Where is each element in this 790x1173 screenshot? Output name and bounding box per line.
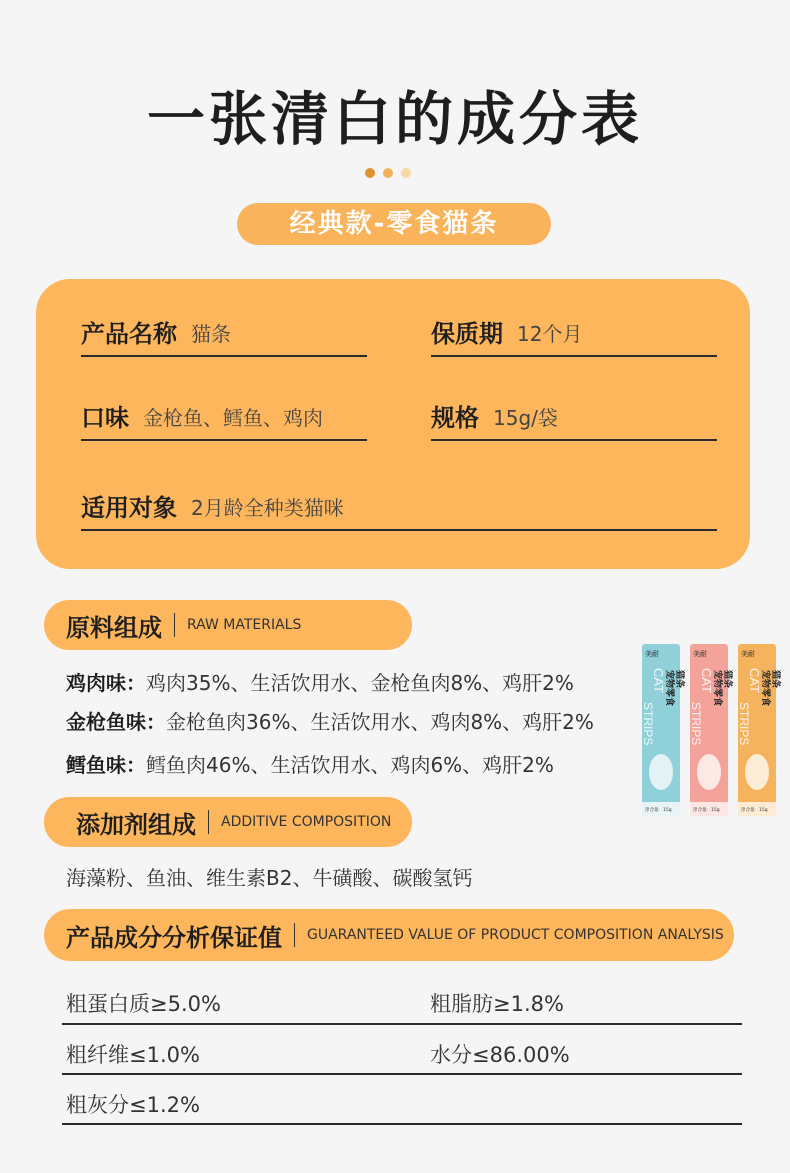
info-field-name xyxy=(81,317,367,357)
info-value: 猫条 xyxy=(191,322,231,346)
package-net-weight: 净含量：15g xyxy=(645,808,672,813)
decorative-dots xyxy=(365,168,411,178)
divider xyxy=(294,923,295,947)
table-divider xyxy=(62,1023,742,1025)
package-strips-text: STRIPS xyxy=(689,702,703,746)
raw-detail: 鸡肉35%、生活饮用水、金枪鱼肉8%、鸡肝2% xyxy=(146,671,574,695)
package-brand: 美耐 xyxy=(645,651,659,658)
info-label: 适用对象 xyxy=(81,494,177,522)
info-value: 2月龄全种类猫咪 xyxy=(191,496,344,520)
package-brand: 美耐 xyxy=(741,651,755,658)
section-title: 原料组成 xyxy=(66,613,162,642)
gv-ash: 粗灰分≤1.2% xyxy=(66,1093,200,1117)
product-info-card xyxy=(36,279,750,569)
raw-flavor: 鳕鱼味： xyxy=(66,753,146,777)
section-title: 产品成分分析保证值 xyxy=(66,923,282,952)
page-title: 一张清白的成分表 xyxy=(146,85,643,153)
package-cn-text: 猫条 xyxy=(722,670,732,689)
package-cn-text: 猫条 xyxy=(674,670,684,689)
package-cat-text: CAT xyxy=(747,668,762,694)
raw-detail: 金枪鱼肉36%、生活饮用水、鸡肉8%、鸡肝2% xyxy=(166,710,594,734)
info-value: 12个月 xyxy=(517,322,583,346)
product-package-image xyxy=(640,642,778,818)
dot-icon xyxy=(383,168,393,178)
raw-materials-header xyxy=(44,600,412,650)
section-subtitle: RAW MATERIALS xyxy=(187,617,302,633)
additive-list: 海藻粉、鱼油、维生素B2、牛磺酸、碳酸氢钙 xyxy=(66,866,473,890)
package-net-weight: 净含量：15g xyxy=(693,808,720,813)
package-cat-text: CAT xyxy=(699,668,714,694)
info-label: 产品名称 xyxy=(81,320,177,348)
package-strips-text: STRIPS xyxy=(641,702,655,746)
info-label: 保质期 xyxy=(431,320,503,348)
info-field-shelf-life xyxy=(431,317,717,357)
package-cn-text: 宠物零食 xyxy=(760,670,770,707)
divider xyxy=(208,810,209,834)
info-value: 15g/袋 xyxy=(493,406,558,430)
info-field-flavor xyxy=(81,401,367,441)
raw-item-tuna xyxy=(66,706,594,735)
package-net-weight: 净含量：15g xyxy=(741,808,768,813)
table-divider xyxy=(62,1123,742,1125)
dot-icon xyxy=(401,168,411,178)
dot-icon xyxy=(365,168,375,178)
cat-illustration-icon xyxy=(745,754,769,790)
section-subtitle: ADDITIVE COMPOSITION xyxy=(221,814,392,830)
gv-fiber: 粗纤维≤1.0% xyxy=(66,1043,200,1067)
guaranteed-header xyxy=(44,909,734,961)
raw-flavor: 鸡肉味： xyxy=(66,671,146,695)
gv-fat: 粗脂肪≥1.8% xyxy=(430,992,564,1016)
cat-illustration-icon xyxy=(649,754,673,790)
gv-protein: 粗蛋白质≥5.0% xyxy=(66,992,221,1016)
subtitle-pill: 经典款-零食猫条 xyxy=(237,203,551,245)
cat-illustration-icon xyxy=(697,754,721,790)
info-label: 口味 xyxy=(81,404,129,432)
info-field-spec xyxy=(431,401,717,441)
package-cn-text: 宠物零食 xyxy=(664,670,674,707)
info-field-target xyxy=(81,491,717,531)
info-label: 规格 xyxy=(431,404,479,432)
raw-item-chicken xyxy=(66,667,574,696)
package-strips-text: STRIPS xyxy=(737,702,751,746)
info-value: 金枪鱼、鳕鱼、鸡肉 xyxy=(143,406,323,430)
divider xyxy=(174,613,175,637)
package-cn-text: 宠物零食 xyxy=(712,670,722,707)
additive-header xyxy=(44,797,412,847)
section-title: 添加剂组成 xyxy=(76,810,196,839)
package-cn-text: 猫条 xyxy=(770,670,780,689)
table-divider xyxy=(62,1073,742,1075)
package-cat-text: CAT xyxy=(651,668,666,694)
section-subtitle: GUARANTEED VALUE OF PRODUCT COMPOSITION ANALYSIS xyxy=(307,927,724,943)
raw-item-cod xyxy=(66,749,554,778)
package-brand: 美耐 xyxy=(693,651,707,658)
raw-flavor: 金枪鱼味： xyxy=(66,710,166,734)
gv-moisture: 水分≤86.00% xyxy=(430,1043,570,1067)
raw-detail: 鳕鱼肉46%、生活饮用水、鸡肉6%、鸡肝2% xyxy=(146,753,554,777)
